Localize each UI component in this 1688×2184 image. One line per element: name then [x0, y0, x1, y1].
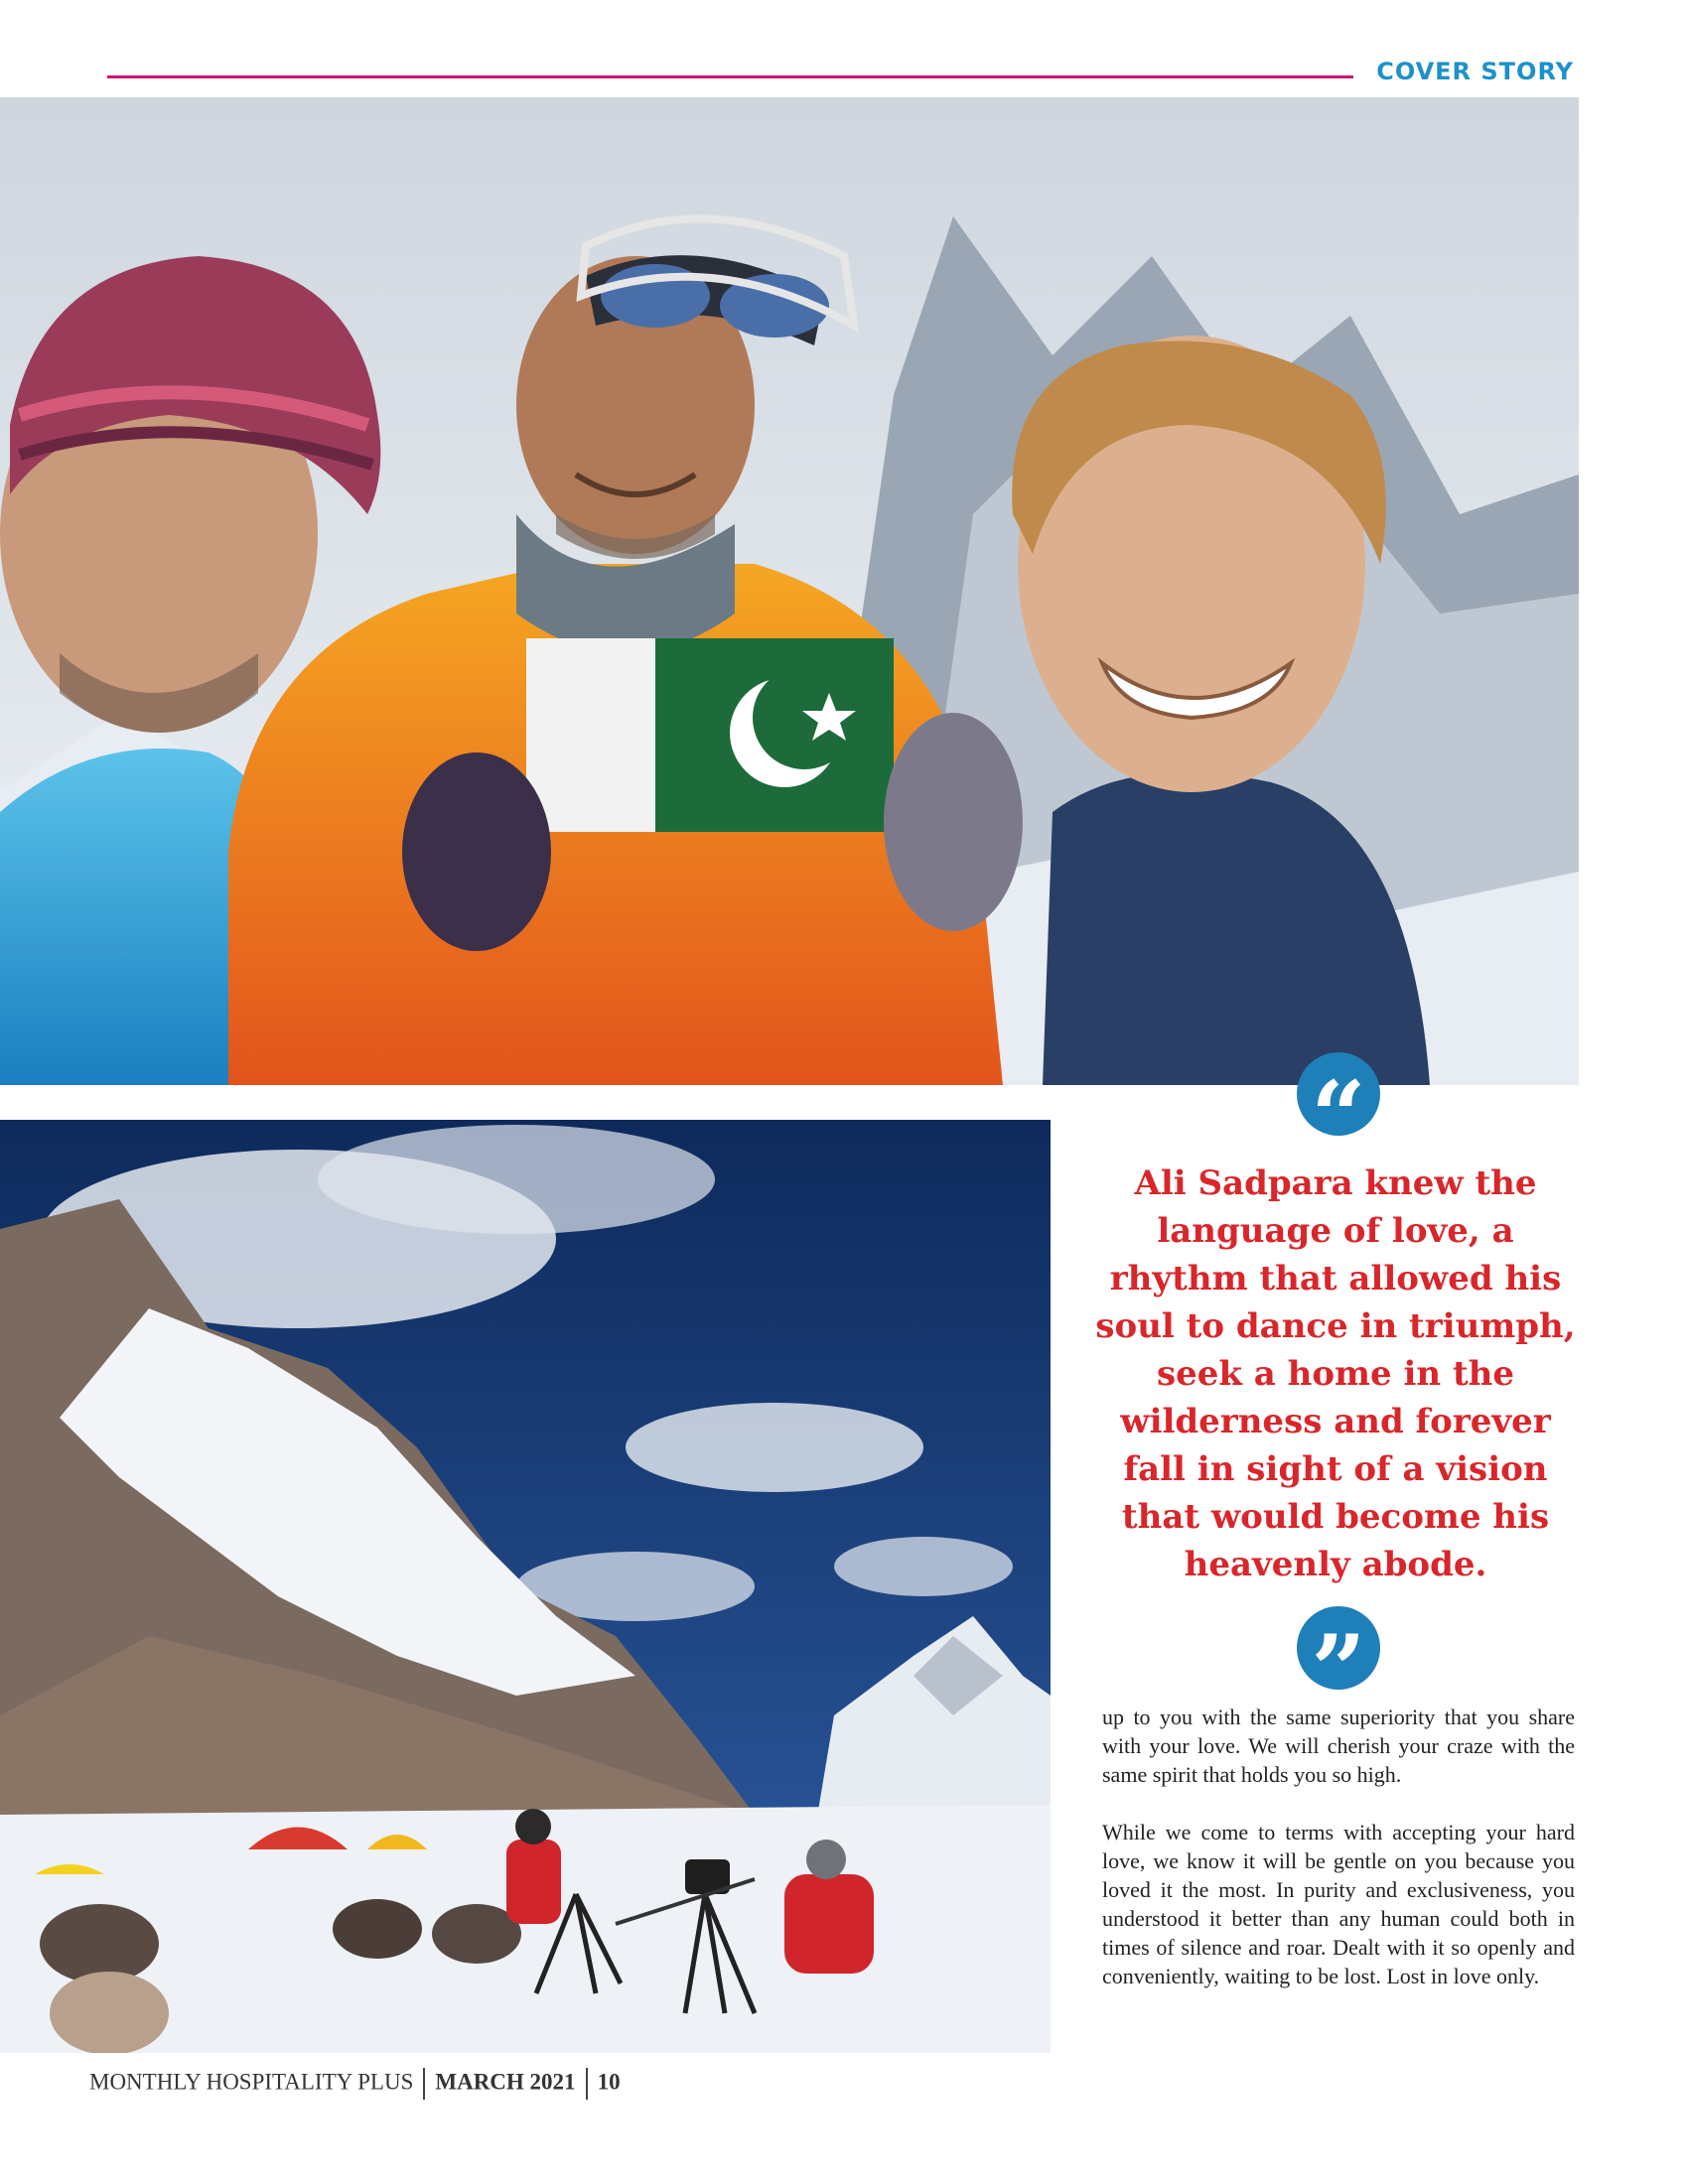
- page-footer: [89, 2068, 621, 2100]
- pull-quote-line: Ali Sadpara knew the: [1134, 1163, 1537, 1203]
- base-camp-image: [0, 1120, 1051, 2053]
- pull-quote-line: rhythm that allowed his: [1109, 1259, 1562, 1298]
- article-body: [1102, 1703, 1575, 2019]
- open-quote-icon: “: [1297, 1052, 1380, 1136]
- pull-quote-line: that would become his: [1121, 1497, 1550, 1537]
- footer-divider: [423, 2068, 425, 2100]
- climbers-portrait-image: [0, 97, 1579, 1085]
- pull-quote-line: soul to dance in triumph,: [1095, 1306, 1576, 1346]
- pull-quote-line: seek a home in the: [1156, 1354, 1515, 1394]
- section-label: COVER STORY: [1376, 58, 1574, 85]
- body-paragraph: up to you with the same superiority that you share with your love. We will cherish your craze with the same spirit that holds you so high.: [1102, 1705, 1575, 1787]
- page-number: 10: [597, 2069, 621, 2095]
- pull-quote-line: heavenly abode.: [1184, 1545, 1487, 1584]
- footer-divider: [586, 2068, 588, 2100]
- pull-quote: [1092, 1160, 1579, 1588]
- pakistan-flag-icon: [526, 638, 894, 832]
- close-quote-icon: ”: [1297, 1606, 1380, 1690]
- pull-quote-line: wilderness and forever: [1120, 1402, 1551, 1441]
- body-paragraph: While we come to terms with accepting your hard love, we know it will be gentle on you because you loved it the most. In purity and exclusiveness, you understood it better than any human could both in times of silence and roar. Dealt with it so openly and conveniently, waiting to be lost. Lost in love only.: [1102, 1820, 1575, 1988]
- publication-name: MONTHLY HOSPITALITY PLUS: [89, 2069, 414, 2095]
- issue-date: MARCH 2021: [435, 2069, 576, 2095]
- pull-quote-line: language of love, a: [1157, 1211, 1514, 1251]
- header-rule: [107, 75, 1353, 78]
- pull-quote-line: fall in sight of a vision: [1123, 1449, 1548, 1489]
